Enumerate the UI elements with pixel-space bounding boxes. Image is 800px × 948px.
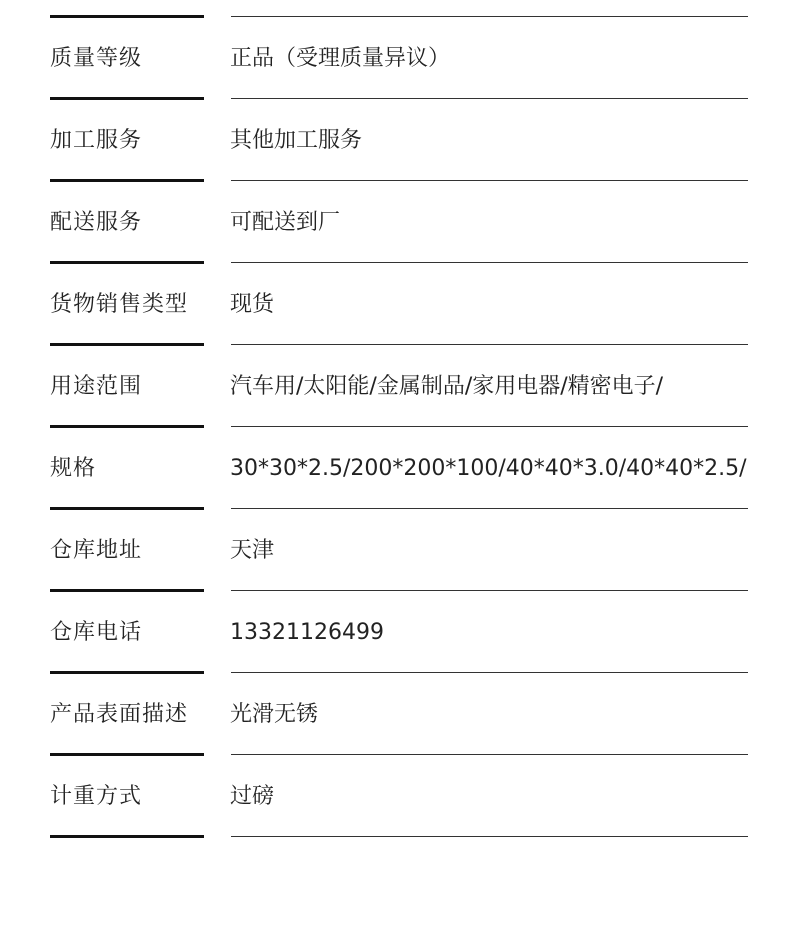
value-divider	[231, 344, 748, 345]
spec-label: 计重方式	[50, 784, 143, 809]
spec-row-surface-description	[0, 674, 800, 756]
value-divider	[231, 836, 748, 837]
spec-value: 汽车用/太阳能/金属制品/家用电器/精密电子/	[230, 374, 664, 399]
spec-label: 质量等级	[50, 46, 143, 71]
spec-value: 过磅	[230, 784, 275, 809]
spec-row-usage-scope	[0, 346, 800, 428]
label-divider	[50, 835, 204, 838]
value-divider	[231, 426, 748, 427]
spec-value: 光滑无锈	[230, 702, 319, 727]
spec-label: 仓库电话	[50, 620, 143, 645]
spec-row-weighing-method	[0, 756, 800, 838]
spec-label: 仓库地址	[50, 538, 143, 563]
spec-label: 加工服务	[50, 128, 143, 153]
spec-label: 货物销售类型	[50, 292, 189, 317]
spec-row-quality-grade	[0, 18, 800, 100]
value-divider	[231, 16, 748, 17]
spec-row-warehouse-phone	[0, 592, 800, 674]
value-divider	[231, 754, 748, 755]
spec-value: 天津	[230, 538, 275, 563]
spec-row-specification	[0, 428, 800, 510]
spec-row-processing-service	[0, 100, 800, 182]
spec-value: 30*30*2.5/200*200*100/40*40*3.0/40*40*2.5/	[230, 456, 747, 481]
value-divider	[231, 180, 748, 181]
spec-row-warehouse-address	[0, 510, 800, 592]
spec-value: 13321126499	[230, 620, 384, 645]
value-divider	[231, 590, 748, 591]
value-divider	[231, 98, 748, 99]
spec-value: 现货	[230, 292, 275, 317]
spec-value: 可配送到厂	[230, 210, 341, 235]
value-divider	[231, 672, 748, 673]
value-divider	[231, 262, 748, 263]
spec-row-sales-type	[0, 264, 800, 346]
spec-row-delivery-service	[0, 182, 800, 264]
spec-label: 用途范围	[50, 374, 143, 399]
spec-value: 正品（受理质量异议）	[230, 46, 451, 71]
spec-value: 其他加工服务	[230, 128, 363, 153]
spec-label: 配送服务	[50, 210, 143, 235]
spec-label: 产品表面描述	[50, 702, 189, 727]
value-divider	[231, 508, 748, 509]
spec-label: 规格	[50, 456, 97, 481]
